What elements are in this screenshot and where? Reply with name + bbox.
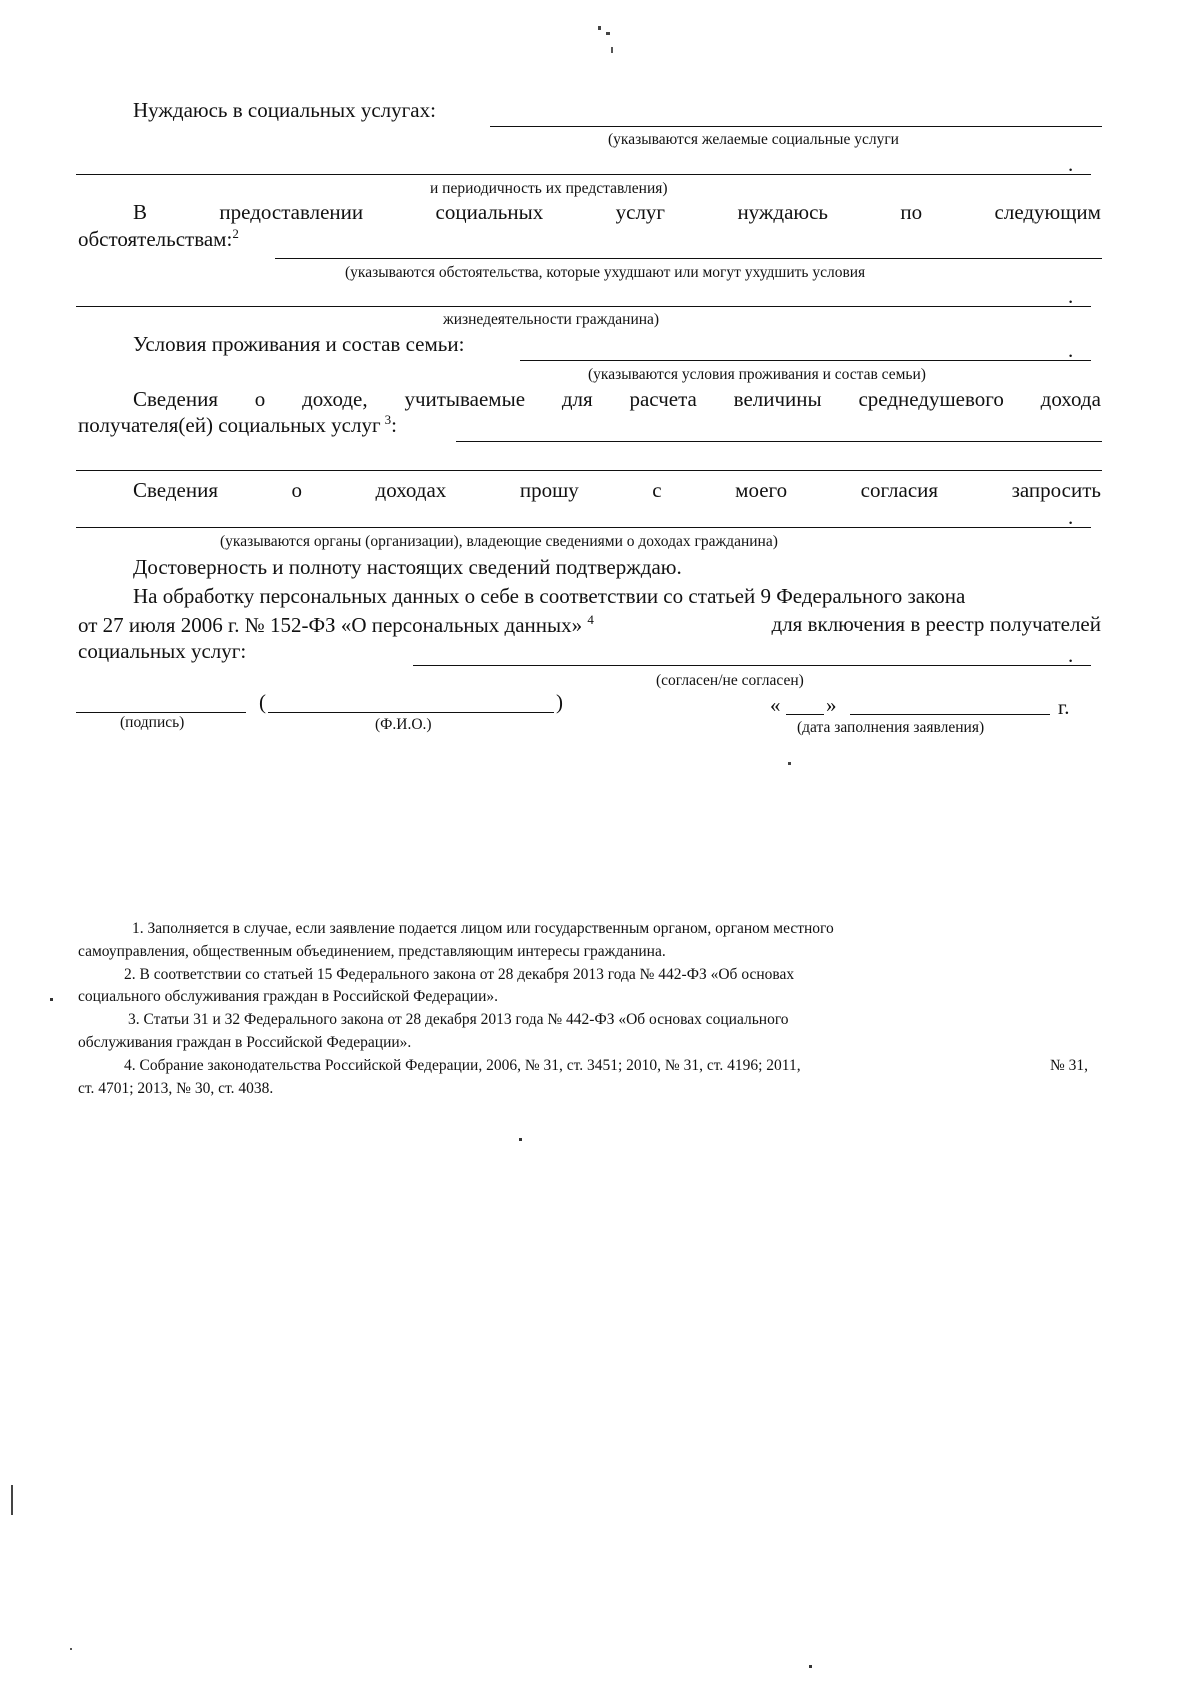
scan-speck	[50, 998, 53, 1001]
circ-word: по	[900, 200, 923, 224]
circumstances-field-line[interactable]	[275, 258, 1102, 259]
date-day-field-line[interactable]	[786, 714, 824, 715]
request-word: Сведения	[133, 478, 218, 502]
circumstances-hint-2: жизнедеятельности гражданина)	[443, 311, 660, 328]
signature-field-line[interactable]	[76, 712, 246, 713]
circ-word: следующим	[994, 200, 1101, 224]
living-label: Условия проживания и состав семьи:	[133, 332, 465, 356]
services-hint: (указываются желаемые социальные услуги	[608, 131, 899, 148]
income-word: для	[561, 387, 593, 411]
footnote-ref-2: 2	[232, 226, 239, 241]
circ-word: нуждаюсь	[737, 200, 828, 224]
scan-speck	[70, 1648, 72, 1650]
income-line	[133, 387, 1101, 412]
fio-open-paren: (	[259, 690, 266, 714]
fio-hint: (Ф.И.О.)	[375, 716, 432, 733]
income-colon: :	[391, 413, 397, 437]
circ-word: социальных	[435, 200, 544, 224]
footnote-4-line-1: 4. Собрание законодательства Российской Федерации, 2006, № 31, ст. 3451; 2010, № 31, ст. 4196; 2011,	[124, 1057, 801, 1074]
living-period: .	[1068, 338, 1074, 362]
request-period: .	[1068, 505, 1074, 529]
circ-word: услуг	[615, 200, 666, 224]
scan-speck	[598, 26, 601, 30]
confirm-text: Достоверность и полноту настоящих сведений подтверждаю.	[133, 555, 682, 579]
consent-line-1: На обработку персональных данных о себе в соответствии со статьей 9 Федерального закона	[133, 584, 966, 608]
signature-hint: (подпись)	[120, 714, 185, 731]
footnote-3-line-2: обслуживания граждан в Российской Федерации».	[78, 1034, 412, 1051]
income-word: учитываемые	[404, 387, 526, 411]
consent-line-2-b: для включения в реестр получателей	[771, 612, 1101, 636]
date-open-quote: «	[770, 693, 781, 717]
request-hint: (указываются органы (организации), владеющие сведениями о доходах гражданина)	[220, 533, 778, 550]
income-word: Сведения	[133, 387, 218, 411]
scan-speck	[788, 762, 791, 765]
income-word: среднедушевого	[858, 387, 1004, 411]
income-label	[78, 412, 397, 438]
income-field-line[interactable]	[456, 441, 1102, 442]
consent-line-3: социальных услуг:	[78, 639, 247, 663]
request-word: моего	[735, 478, 788, 502]
services-label: Нуждаюсь в социальных услугах:	[133, 98, 436, 122]
request-word: запросить	[1011, 478, 1101, 502]
circumstances-period: .	[1068, 284, 1074, 308]
income-word: о	[254, 387, 266, 411]
circumstances-label	[78, 226, 239, 252]
consent-line-2-left	[78, 612, 594, 638]
date-close-quote: »	[826, 693, 837, 717]
request-word: о	[291, 478, 303, 502]
request-line	[133, 478, 1101, 503]
income-word: доходе,	[302, 387, 368, 411]
services-field-line-2[interactable]	[76, 174, 1091, 175]
scan-speck	[11, 1485, 13, 1515]
fio-field-line[interactable]	[268, 712, 554, 713]
income-label-text: получателя(ей) социальных услуг	[78, 413, 381, 437]
services-hint-2: и периодичность их представления)	[430, 180, 668, 197]
services-period: .	[1068, 152, 1074, 176]
scan-speck	[519, 1138, 522, 1141]
year-suffix: г.	[1058, 695, 1070, 719]
income-field-line-2[interactable]	[76, 470, 1102, 471]
consent-field-line[interactable]	[413, 665, 1091, 666]
request-word: доходах	[375, 478, 447, 502]
circumstances-hint: (указываются обстоятельства, которые ухудшают или могут ухудшить условия	[345, 264, 866, 281]
footnote-1-line-1: 1. Заполняется в случае, если заявление подается лицом или государственным органом, органом местного	[132, 920, 834, 937]
scan-speck	[809, 1665, 812, 1668]
circ-word: В	[133, 200, 148, 224]
footnote-4-line-1-end: № 31,	[1050, 1057, 1089, 1074]
request-field-line[interactable]	[76, 527, 1091, 528]
services-field-line[interactable]	[490, 126, 1102, 127]
income-word: расчета	[629, 387, 697, 411]
request-word: с	[652, 478, 662, 502]
fio-close-paren: )	[556, 690, 563, 714]
footnote-3-line-1: 3. Статьи 31 и 32 Федерального закона от 28 декабря 2013 года № 442-ФЗ «Об основах социального	[128, 1011, 789, 1028]
circ-word: предоставлении	[219, 200, 364, 224]
income-word: величины	[733, 387, 822, 411]
consent-line-2-a: от 27 июля 2006 г. № 152-ФЗ «О персональных данных»	[78, 613, 583, 637]
scan-speck	[611, 47, 613, 53]
request-word: согласия	[860, 478, 939, 502]
consent-line-2	[78, 612, 1101, 638]
footnote-2-line-1: 2. В соответствии со статьей 15 Федерального закона от 28 декабря 2013 года № 442-ФЗ «Об основах	[124, 966, 795, 983]
consent-hint: (согласен/не согласен)	[656, 672, 804, 689]
scan-speck	[606, 32, 610, 35]
request-word: прошу	[519, 478, 579, 502]
circ-label-text: обстоятельствам:	[78, 227, 233, 251]
date-month-field-line[interactable]	[850, 714, 1050, 715]
circumstances-line	[133, 200, 1101, 225]
date-hint: (дата заполнения заявления)	[797, 719, 985, 736]
income-word: дохода	[1040, 387, 1101, 411]
footnote-1-line-2: самоуправления, общественным объединением, представляющим интересы гражданина.	[78, 943, 666, 960]
consent-period: .	[1068, 643, 1074, 667]
circumstances-field-line-2[interactable]	[76, 306, 1091, 307]
footnote-ref-4: 4	[587, 612, 594, 627]
footnote-2-line-2: социального обслуживания граждан в Российской Федерации».	[78, 988, 498, 1005]
footnote-4-line-2: ст. 4701; 2013, № 30, ст. 4038.	[78, 1080, 274, 1097]
footnote-ref-3: 3	[384, 412, 392, 427]
living-field-line[interactable]	[520, 360, 1091, 361]
living-hint: (указываются условия проживания и состав семьи)	[588, 366, 926, 383]
